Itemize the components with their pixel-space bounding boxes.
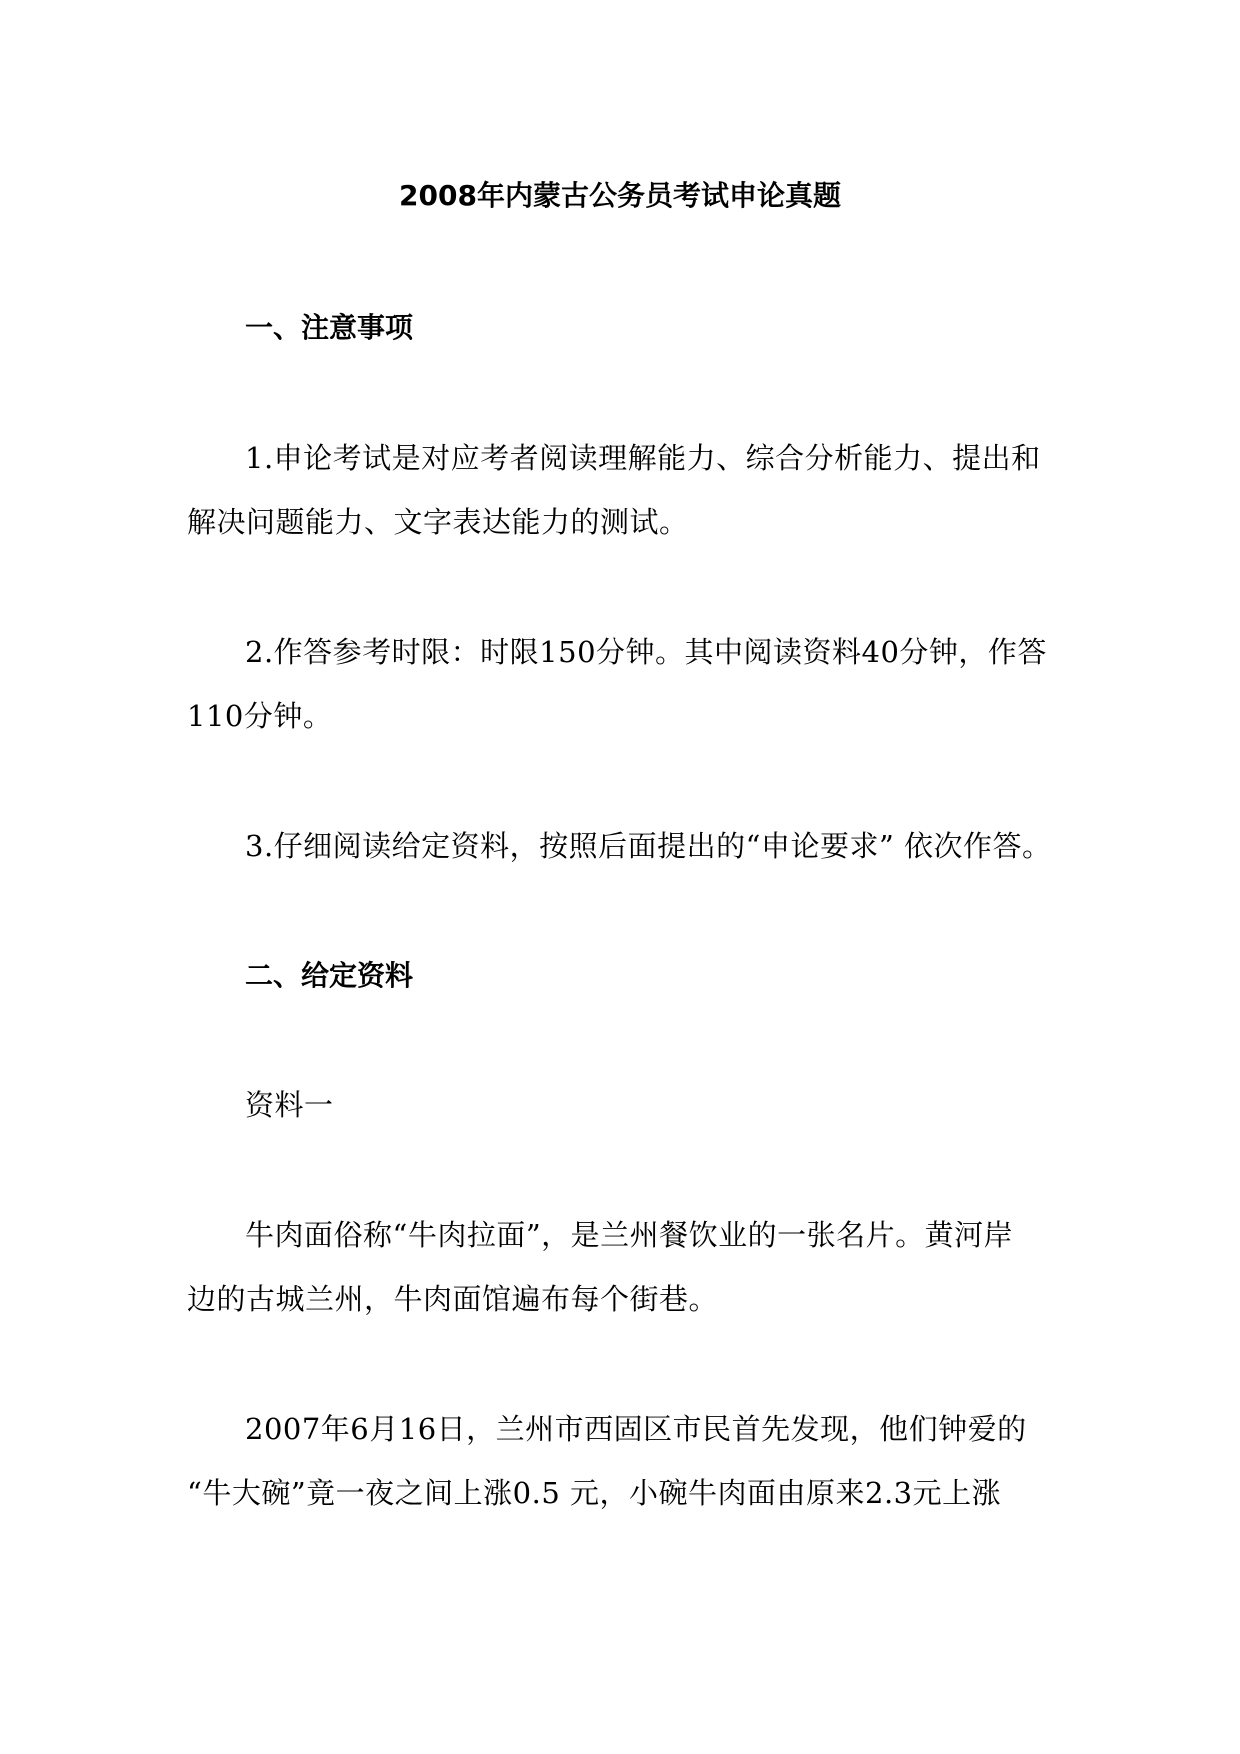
notes-item-2-line-1: 2.作答参考时限：时限150分钟。其中阅读资料40分钟，作答 [245,635,1047,669]
paragraph-1-line-2: 边的古城兰州，牛肉面馆遍布每个街巷。 [187,1282,719,1316]
material-label: 资料一 [245,1088,334,1122]
notes-item-1-line-2: 解决问题能力、文字表达能力的测试。 [187,505,689,539]
paragraph-1-line-1: 牛肉面俗称“牛肉拉面”，是兰州餐饮业的一张名片。黄河岸 [245,1218,1014,1252]
paragraph-2-line-1: 2007年6月16日，兰州市西固区市民首先发现，他们钟爱的 [245,1412,1027,1446]
section-heading-notes: 一、注意事项 [245,311,414,344]
notes-item-1-line-1: 1.申论考试是对应考者阅读理解能力、综合分析能力、提出和 [245,441,1041,475]
section-heading-materials: 二、给定资料 [245,959,414,992]
paragraph-2-line-2: “牛大碗”竟一夜之间上涨0.5 元，小碗牛肉面由原来2.3元上涨 [187,1476,1002,1510]
page-title: 2008年内蒙古公务员考试申论真题 [399,179,841,212]
notes-item-3-line-1: 3.仔细阅读给定资料，按照后面提出的“申论要求” 依次作答。 [245,829,1052,863]
notes-item-2-line-2: 110分钟。 [187,699,333,733]
